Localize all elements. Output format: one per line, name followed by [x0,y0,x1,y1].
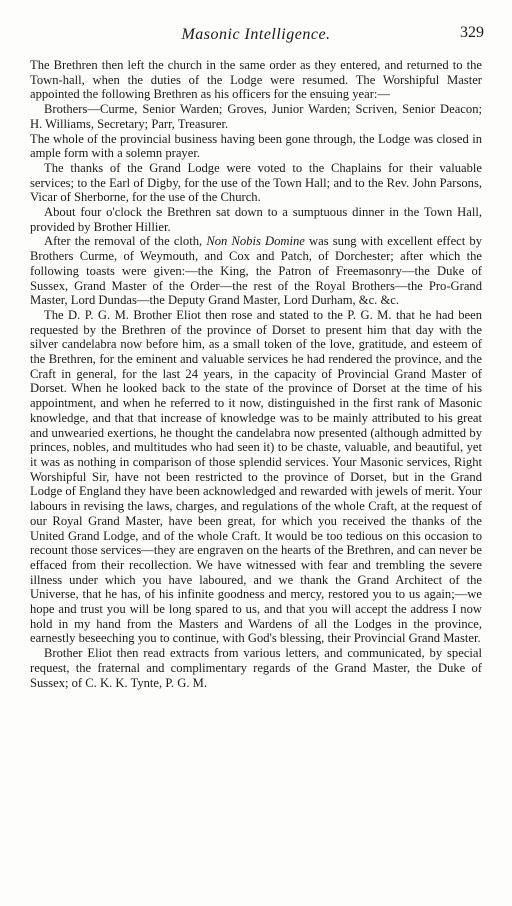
page-header [0,26,512,48]
running-title: Masonic Intelligence. [181,26,331,43]
page-number: 329 [460,24,484,41]
toast-text-after: was sung with excellent effect by Brothers Curme, of Weymouth, and Cox and Patch, of Dorchester; after which the following toasts were given:—the King, the Patron of Freemasonry—the Duke of Sussex, Grand Master of the Order—the rest of the Royal Brothers—the Pro-Grand Master, Lord Dundas—the Deputy Grand Master, Lord Durham, &c. &c. [30,234,482,308]
paragraph-toasts [30,234,482,308]
paragraph-lodge-closed: The whole of the provincial business having been gone through, the Lodge was closed in ample form with a solemn prayer. [30,131,482,161]
paragraph-procession: The Brethren then left the church in the same order as they entered, and returned to the Town-hall, when the duties of the Lodge were resumed. The Worshipful Master appointed the following Brethren as his officers for the ensuing year:— [30,58,482,102]
article-body [30,58,482,690]
paragraph-officers: Brothers—Curme, Senior Warden; Groves, Junior Warden; Scriven, Senior Deacon; H. Williams, Secretary; Parr, Treasurer. [30,102,482,131]
paragraph-dinner: About four o'clock the Brethren sat down to a sumptuous dinner in the Town Hall, provided by Brother Hillier. [30,205,482,234]
paragraph-presentation-speech: The D. P. G. M. Brother Eliot then rose and stated to the P. G. M. that he had been requested by the Brethren of the province of Dorset to present him that day with the silver candelabra now before him, as a small token of the love, gratitude, and esteem of the Brethren, for the eminent and valuable services he had rendered the province, and the Craft in general, for the last 24 years, in the capacity of Provincial Grand Master of Dorset. When he looked back to the state of the province of Dorset at the time of his appointment, and when he referred to it now, distinguished in the first rank of Masonic knowledge, and that that increase of knowledge was to be mainly attributed to his great and unwearied exertions, he thought the candelabra now presented (although admitted by princes, nobles, and multitudes who had seen it) to be chaste, valuable, and beautiful, yet it was as nothing in comparison of those splendid services. Your Masonic services, Right Worshipful Sir, have not been restricted to the province of Dorset, but in the Grand Lodge of England they have been acknowledged and rewarded with jewels of merit. Your labours in revising the laws, charges, and regulations of the whole Craft, at the request of our Royal Grand Master, have been great, for which you received the thanks of the United Grand Lodge, and of the whole Craft. It would be too tedious on this occasion to recount those services—they are engraven on the hearts of the Brethren, and can never be effaced from their recollection. We have witnessed with fear and trembling the severe illness under which you have laboured, and we thank the Grand Architect of the Universe, that he has, of his infinite goodness and mercy, restored you to us again;—we hope and trust you will be long spared to us, and that you will accept the address I now hold in my hand from the Masters and Wardens of all the Lodges in the province, earnestly beseeching you to continue, with God's blessing, their Provincial Grand Master. [30,307,482,646]
toast-text-before: After the removal of the cloth, [44,234,207,249]
paragraph-thanks: The thanks of the Grand Lodge were voted to the Chaplains for their valuable services; to the Earl of Digby, for the use of the Town Hall; and to the Rev. John Parsons, Vicar of Sherborne, for the use of the Church. [30,160,482,205]
non-nobis-domine-title: Non Nobis Domine [206,234,305,249]
paragraph-letters: Brother Eliot then read extracts from various letters, and communicated, by special request, the fraternal and complimentary regards of the Grand Master, the Duke of Sussex; of C. K. K. Tynte, P. G. M. [30,646,482,690]
